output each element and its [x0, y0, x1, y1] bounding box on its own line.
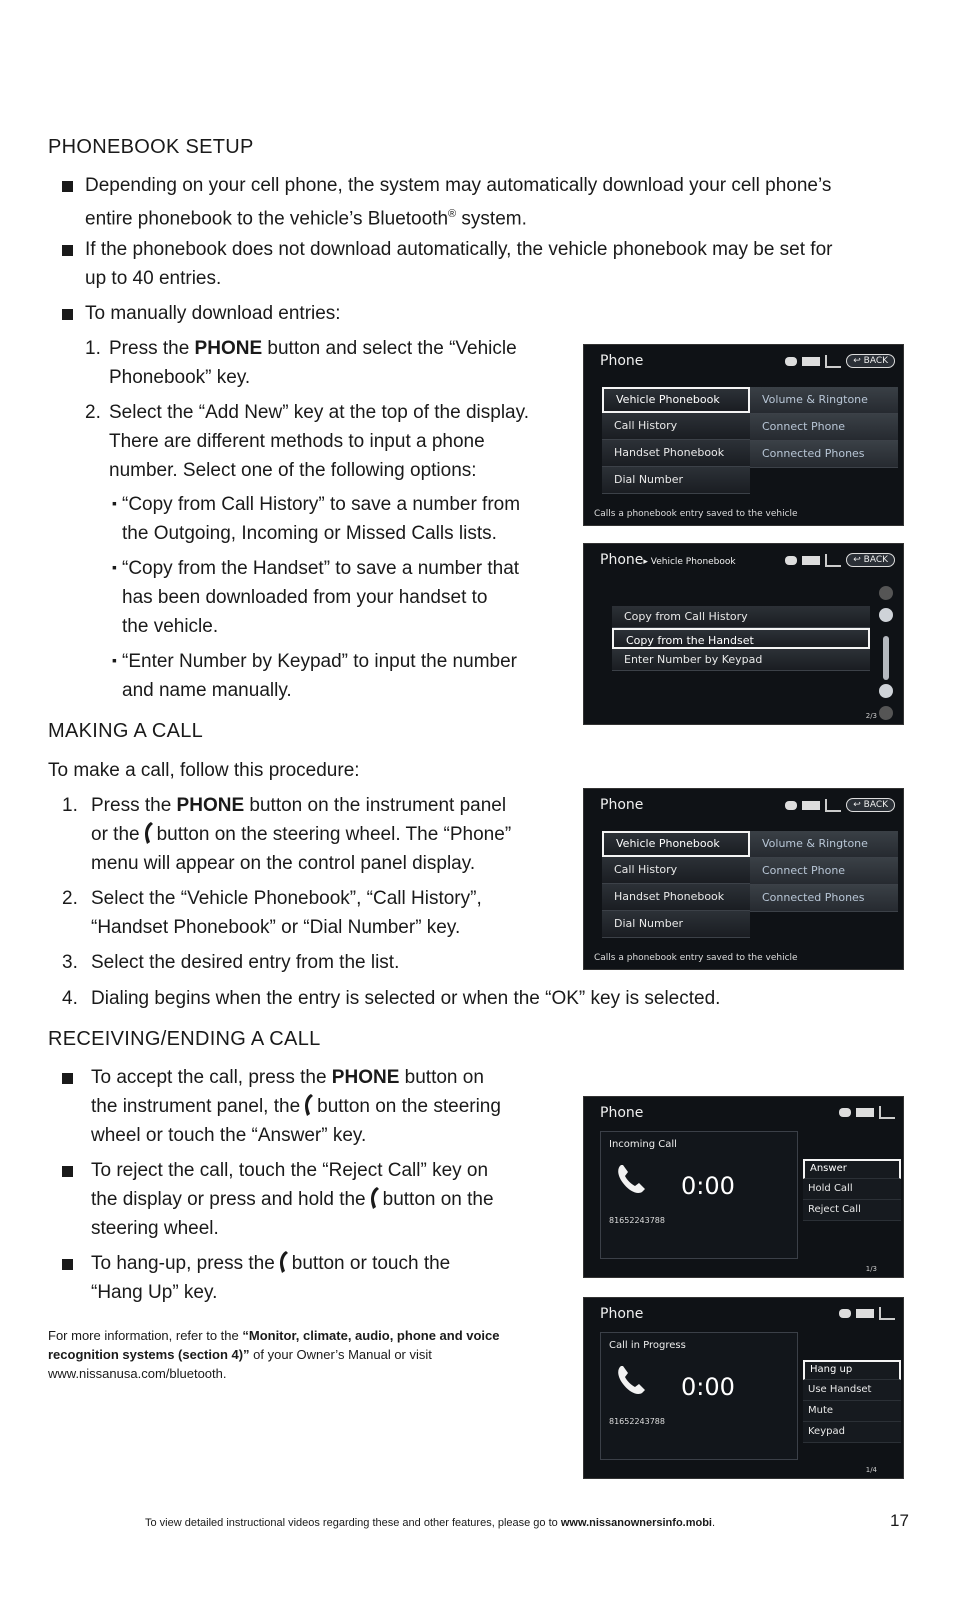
bullet-marker — [62, 1166, 73, 1177]
menu-item-connected-phones[interactable]: Connected Phones — [750, 885, 898, 912]
option-line: “Copy from Call History” to save a number from — [122, 494, 521, 515]
list-item-enter-keypad[interactable]: Enter Number by Keypad — [612, 649, 870, 671]
text: To hang-up, press the — [91, 1253, 275, 1274]
option-line: has been downloaded from your handset to — [122, 587, 488, 608]
bullet-line — [85, 200, 925, 233]
bluetooth-icon — [839, 1108, 851, 1117]
menu-item-call-history[interactable]: Call History — [602, 857, 750, 884]
bullet-line — [91, 1092, 571, 1121]
signal-icon — [879, 1307, 895, 1320]
step-line: “Handset Phonebook” or “Dial Number” key. — [91, 917, 461, 938]
step-line: number. Select one of the following options: — [109, 460, 477, 481]
bullet-accept-call — [91, 1063, 571, 1150]
caller-number: 81652243788 — [609, 1417, 665, 1426]
back-button[interactable]: ↩ BACK — [846, 553, 895, 567]
text: of your Owner’s Manual or visit www.nissanusa.com/bluetooth. — [48, 1347, 432, 1381]
menu-item-connect-phone[interactable]: Connect Phone — [750, 414, 898, 441]
page-indicator: 2/3 — [865, 712, 877, 720]
bullet-line: wheel or touch the “Answer” key. — [91, 1125, 367, 1146]
bullet-line: steering wheel. — [91, 1218, 219, 1239]
text: button and select the “Vehicle — [262, 338, 517, 359]
bullet-marker — [62, 1259, 73, 1270]
call-options — [803, 1360, 901, 1443]
text: button on the steering — [317, 1096, 501, 1117]
list-item-copy-handset[interactable]: Copy from the Handset — [612, 628, 870, 649]
text: the instrument panel, the — [91, 1096, 301, 1117]
status-bar — [785, 553, 895, 567]
menu-item-volume-ringtone[interactable]: Volume & Ringtone — [750, 387, 898, 414]
breadcrumb: ▸ Vehicle Phonebook — [643, 557, 736, 567]
option-marker: ▪ — [112, 652, 117, 668]
menu-right — [750, 831, 898, 912]
bluetooth-icon — [839, 1309, 851, 1318]
battery-icon — [802, 801, 820, 810]
step-select-key — [91, 884, 571, 942]
keypad-button[interactable]: Keypad — [803, 1422, 901, 1443]
status-bar — [839, 1106, 895, 1119]
step-dialing: Dialing begins when the entry is selected or when the “OK” key is selected. — [91, 988, 721, 1009]
screen-hint: Calls a phonebook entry saved to the vehicle — [594, 509, 798, 519]
bluetooth-icon — [785, 556, 797, 565]
bullet-line: “Hang Up” key. — [91, 1282, 218, 1303]
back-label: BACK — [863, 356, 888, 366]
step-add-new — [109, 398, 569, 485]
reject-call-button[interactable]: Reject Call — [803, 1200, 901, 1221]
screenshot-phone-menu — [583, 344, 904, 526]
title-text: Phone — [600, 552, 644, 568]
text: button on the steering wheel. The “Phone” — [156, 824, 512, 845]
text: or the — [91, 824, 140, 845]
text: For more information, refer to the — [48, 1328, 243, 1343]
bullet-marker — [62, 181, 73, 192]
text: To view detailed instructional videos regarding these and other features, please go to — [145, 1517, 561, 1529]
text: system. — [456, 208, 527, 230]
step-number: 4. — [62, 988, 78, 1009]
bluetooth-icon — [785, 357, 797, 366]
menu-item-volume-ringtone[interactable]: Volume & Ringtone — [750, 831, 898, 858]
step-line: Select the “Add New” key at the top of the display. — [109, 402, 529, 423]
steering-phone-icon — [279, 1251, 288, 1273]
step-press-phone-button — [91, 791, 571, 878]
section-heading-receiving: RECEIVING/ENDING A CALL — [48, 1028, 321, 1050]
option-keypad — [122, 647, 572, 705]
signal-icon — [879, 1106, 895, 1119]
menu-item-dial-number[interactable]: Dial Number — [602, 911, 750, 938]
steering-phone-icon — [304, 1094, 313, 1116]
screen-title: Phone — [600, 353, 644, 369]
status-bar — [785, 354, 895, 368]
screenshot-vehicle-phonebook — [583, 543, 904, 725]
back-label: BACK — [863, 800, 888, 810]
screen-title: Phone — [600, 1105, 644, 1121]
bullet-auto-download — [85, 171, 925, 233]
bullet-line: Depending on your cell phone, the system may automatically download your cell phone’s — [85, 175, 832, 196]
status-bar — [839, 1307, 895, 1320]
menu-item-handset-phonebook[interactable]: Handset Phonebook — [602, 884, 750, 911]
step-line — [91, 791, 571, 820]
screenshot-call-in-progress — [583, 1297, 904, 1479]
bullet-marker — [62, 245, 73, 256]
hold-call-button[interactable]: Hold Call — [803, 1179, 901, 1200]
back-button[interactable]: ↩ BACK — [846, 354, 895, 368]
page-indicator: 1/4 — [865, 1466, 877, 1474]
scroll-thumb[interactable] — [883, 636, 889, 680]
handset-icon — [615, 1363, 649, 1397]
text: . — [712, 1517, 716, 1529]
more-info-note — [48, 1326, 560, 1383]
menu-right — [750, 387, 898, 468]
menu-left — [602, 387, 750, 494]
footer-note — [145, 1517, 715, 1529]
option-line: and name manually. — [122, 680, 292, 701]
signal-icon — [825, 554, 841, 567]
call-timer: 0:00 — [681, 1172, 735, 1200]
list-item-copy-call-history[interactable]: Copy from Call History — [612, 606, 870, 628]
bullet-reject-call — [91, 1156, 571, 1243]
text: Press the — [109, 338, 195, 359]
step-line: Phonebook” key. — [109, 367, 251, 388]
bullet-line — [91, 1249, 571, 1278]
bluetooth-icon — [785, 801, 797, 810]
call-status: Call in Progress — [609, 1340, 686, 1351]
battery-icon — [856, 1108, 874, 1117]
scroll-down-icon[interactable] — [879, 684, 893, 698]
battery-icon — [802, 357, 820, 366]
step-number: 1. — [62, 795, 78, 816]
menu-item-call-history[interactable]: Call History — [602, 413, 750, 440]
step-number: 1. — [85, 338, 101, 359]
back-label: BACK — [863, 555, 888, 565]
bold-text: “Monitor, climate, audio, phone and voice recognition systems (section 4)” — [48, 1328, 500, 1362]
making-call-intro: To make a call, follow this procedure: — [48, 760, 360, 781]
bullet-hang-up — [91, 1249, 571, 1307]
option-marker: ▪ — [112, 495, 117, 511]
bold-text: www.nissanownersinfo.mobi — [560, 1517, 712, 1529]
menu-item-vehicle-phonebook[interactable]: Vehicle Phonebook — [602, 831, 750, 857]
step-select-entry: Select the desired entry from the list. — [91, 952, 400, 973]
screenshot-phone-menu-2 — [583, 788, 904, 970]
battery-icon — [856, 1309, 874, 1318]
call-panel — [600, 1131, 798, 1259]
step-line: Select the “Vehicle Phonebook”, “Call History”, — [91, 888, 482, 909]
answer-button[interactable]: Answer — [803, 1159, 901, 1179]
section-heading-making-call: MAKING A CALL — [48, 720, 204, 742]
bold-text: PHONE — [331, 1067, 400, 1088]
page-indicator: 1/3 — [865, 1265, 877, 1273]
option-line: “Enter Number by Keypad” to input the number — [122, 651, 517, 672]
option-line: the vehicle. — [122, 616, 219, 637]
steering-phone-icon — [370, 1187, 379, 1209]
phonebook-options-list — [612, 606, 870, 671]
step-line: menu will appear on the control panel display. — [91, 853, 476, 874]
bullet-line: up to 40 entries. — [85, 268, 222, 289]
bold-text: PHONE — [194, 338, 263, 359]
hang-up-button[interactable]: Hang up — [803, 1360, 901, 1380]
text: button on the instrument panel — [244, 795, 507, 816]
text: button on — [399, 1067, 484, 1088]
step-number: 2. — [85, 402, 101, 423]
signal-icon — [825, 355, 841, 368]
mute-button[interactable]: Mute — [803, 1401, 901, 1422]
registered-mark: ® — [448, 208, 457, 220]
use-handset-button[interactable]: Use Handset — [803, 1380, 901, 1401]
menu-item-connect-phone[interactable]: Connect Phone — [750, 858, 898, 885]
menu-item-vehicle-phonebook[interactable]: Vehicle Phonebook — [602, 387, 750, 413]
scroll-top-icon — [879, 586, 893, 600]
screen-hint: Calls a phonebook entry saved to the vehicle — [594, 953, 798, 963]
step-number: 2. — [62, 888, 78, 909]
call-status: Incoming Call — [609, 1139, 677, 1150]
scroll-up-icon[interactable] — [879, 608, 893, 622]
bullet-line: To reject the call, touch the “Reject Call” key on — [91, 1160, 489, 1181]
menu-left — [602, 831, 750, 938]
option-line: “Copy from the Handset” to save a number that — [122, 558, 520, 579]
handset-icon — [615, 1162, 649, 1196]
call-options — [803, 1159, 901, 1221]
option-copy-handset — [122, 554, 572, 641]
signal-icon — [825, 799, 841, 812]
menu-item-dial-number[interactable]: Dial Number — [602, 467, 750, 494]
bullet-line — [91, 1185, 571, 1214]
scroll-bottom-icon — [879, 706, 893, 720]
option-line: the Outgoing, Incoming or Missed Calls lists. — [122, 523, 497, 544]
text: button or touch the — [291, 1253, 451, 1274]
bullet-marker — [62, 309, 73, 320]
status-bar — [785, 798, 895, 812]
step-number: 3. — [62, 952, 78, 973]
text: button on the — [382, 1189, 494, 1210]
back-button[interactable]: ↩ BACK — [846, 798, 895, 812]
call-timer: 0:00 — [681, 1373, 735, 1401]
bullet-manual-download: To manually download entries: — [85, 303, 341, 324]
menu-item-handset-phonebook[interactable]: Handset Phonebook — [602, 440, 750, 467]
step-line: There are different methods to input a phone — [109, 431, 485, 452]
caller-number: 81652243788 — [609, 1216, 665, 1225]
call-panel — [600, 1332, 798, 1460]
step-line — [91, 820, 571, 849]
battery-icon — [802, 556, 820, 565]
screen-title: Phone — [600, 1306, 644, 1322]
screenshot-incoming-call — [583, 1096, 904, 1278]
option-copy-call-history — [122, 490, 572, 548]
text: entire phonebook to the vehicle’s Bluetooth — [85, 208, 449, 230]
screen-title — [600, 552, 736, 568]
bullet-line: If the phonebook does not download automatically, the vehicle phonebook may be set for — [85, 239, 833, 260]
text: the display or press and hold the — [91, 1189, 366, 1210]
step-line — [109, 334, 569, 363]
bullet-manual-phonebook — [85, 235, 925, 293]
bullet-marker — [62, 1073, 73, 1084]
steering-phone-icon — [144, 822, 153, 844]
step-press-phone — [109, 334, 569, 392]
text: Press the — [91, 795, 177, 816]
page-number: 17 — [890, 1511, 909, 1530]
bold-text: PHONE — [176, 795, 245, 816]
screen-title: Phone — [600, 797, 644, 813]
option-marker: ▪ — [112, 559, 117, 575]
bullet-line — [91, 1063, 571, 1092]
section-heading-phonebook: PHONEBOOK SETUP — [48, 136, 254, 158]
scrollbar[interactable] — [879, 586, 893, 716]
text: To accept the call, press the — [91, 1067, 332, 1088]
menu-item-connected-phones[interactable]: Connected Phones — [750, 441, 898, 468]
